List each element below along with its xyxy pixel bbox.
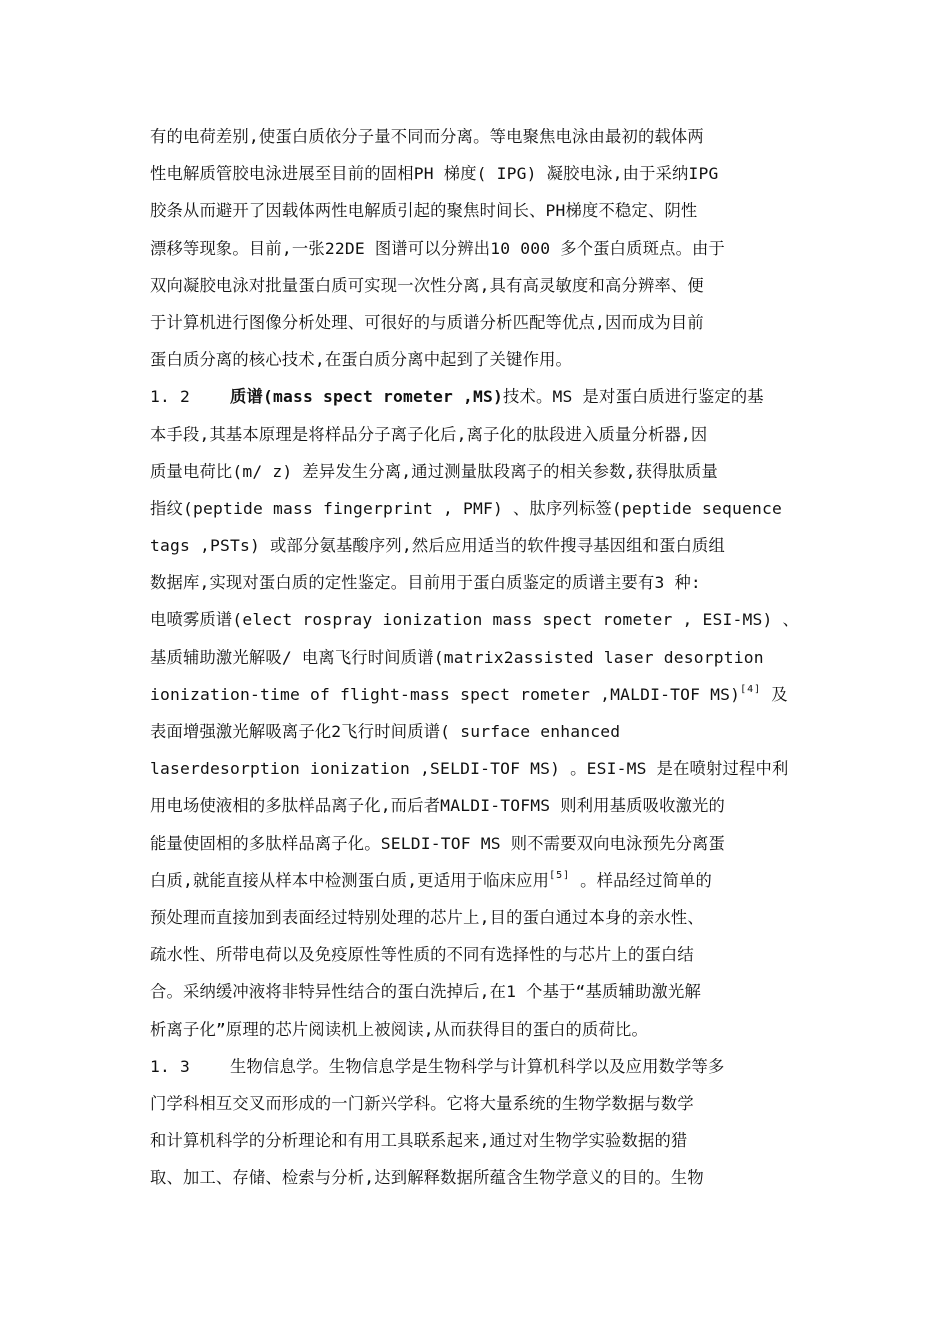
text-line: 疏水性、所带电荷以及免疫原性等性质的不同有选择性的与芯片上的蛋白结 <box>150 945 694 965</box>
text-line: 质量电荷比(m/ z) 差异发生分离,通过测量肽段离子的相关参数,获得肽质量 <box>150 461 718 481</box>
text-line <box>150 676 800 713</box>
text-line: 蛋白质分离的核心技术,在蛋白质分离中起到了关键作用。 <box>150 350 573 370</box>
citation-ref: [5] <box>549 869 571 881</box>
text-line-segment: 技术。MS 是对蛋白质进行鉴定的基 <box>503 387 764 407</box>
section-number: 1. 2 <box>150 387 191 407</box>
text-line <box>150 862 800 899</box>
text-line: 析离子化”原理的芯片阅读机上被阅读,从而获得目的蛋白的质荷比。 <box>150 1019 648 1039</box>
text-line-segment: 及 <box>761 684 788 704</box>
text-line: 和计算机科学的分析理论和有用工具联系起来,通过对生物学实验数据的猎 <box>150 1131 688 1151</box>
text-line: 门学科相互交叉而形成的一门新兴学科。它将大量系统的生物学数据与数学 <box>150 1093 694 1113</box>
section-number: 1. 3 <box>150 1056 191 1076</box>
text-line: 能量使固相的多肽样品离子化。SELDI-TOF MS 则不需要双向电泳预先分离蛋 <box>150 833 726 853</box>
text-line: 数据库,实现对蛋白质的定性鉴定。目前用于蛋白质鉴定的质谱主要有3 种: <box>150 573 701 593</box>
text-line-segment: 生物信息学。生物信息学是生物科学与计算机科学以及应用数学等多 <box>230 1056 725 1076</box>
text-line-segment: ionization-time of flight-mass spect rometer ,MALDI-TOF MS) <box>150 684 741 704</box>
text-line: 性电解质管胶电泳进展至目前的固相PH 梯度( IPG) 凝胶电泳,由于采纳IPG <box>150 164 719 184</box>
text-line: 电喷雾质谱(elect rospray ionization mass spect rometer , ESI-MS) 、 <box>150 610 800 630</box>
text-line-segment: 白质,就能直接从样本中检测蛋白质,更适用于临床应用 <box>150 870 550 890</box>
text-line: 双向凝胶电泳对批量蛋白质可实现一次性分离,具有高灵敏度和高分辨率、便 <box>150 275 704 295</box>
text-line: 取、加工、存储、检索与分析,达到解释数据所蕴含生物学意义的目的。生物 <box>150 1168 704 1188</box>
section-heading-line <box>150 1048 800 1085</box>
text-line: 于计算机进行图像分析处理、可很好的与质谱分析匹配等优点,因而成为目前 <box>150 312 704 332</box>
text-line: tags ,PSTs) 或部分氨基酸序列,然后应用适当的软件搜寻基因组和蛋白质组 <box>150 536 726 556</box>
text-line: 预处理而直接加到表面经过特别处理的芯片上,目的蛋白通过本身的亲水性、 <box>150 907 704 927</box>
text-line-segment: 。样品经过简单的 <box>570 870 712 890</box>
text-line: 用电场使液相的多肽样品离子化,而后者MALDI-TOFMS 则利用基质吸收激光的 <box>150 796 726 816</box>
citation-ref: [4] <box>740 683 762 695</box>
text-line: 基质辅助激光解吸/ 电离飞行时间质谱(matrix2assisted laser desorption <box>150 647 764 667</box>
section-heading-line <box>150 378 800 415</box>
text-line: 有的电荷差别,使蛋白质依分子量不同而分离。等电聚焦电泳由最初的载体两 <box>150 127 704 146</box>
document-page <box>150 118 800 1196</box>
section-heading: 质谱(mass spect rometer ,MS) <box>230 387 504 407</box>
text-line: 本手段,其基本原理是将样品分子离子化后,离子化的肽段进入质量分析器,因 <box>150 424 708 444</box>
text-line: 表面增强激光解吸离子化2飞行时间质谱( surface enhanced <box>150 722 621 741</box>
text-line: 漂移等现象。目前,一张22DE 图谱可以分辨出10 000 多个蛋白质斑点。由于 <box>150 238 726 258</box>
text-line: 合。采纳缓冲液将非特异性结合的蛋白洗掉后,在1 个基于“基质辅助激光解 <box>150 982 701 1002</box>
text-line: 胶条从而避开了因载体两性电解质引起的聚焦时间长、PH梯度不稳定、阴性 <box>150 201 698 221</box>
text-line: 指纹(peptide mass fingerprint , PMF) 、肽序列标签(peptide sequence <box>150 498 782 518</box>
text-line: laserdesorption ionization ,SELDI-TOF MS) 。ESI-MS 是在喷射过程中利 <box>150 759 789 779</box>
